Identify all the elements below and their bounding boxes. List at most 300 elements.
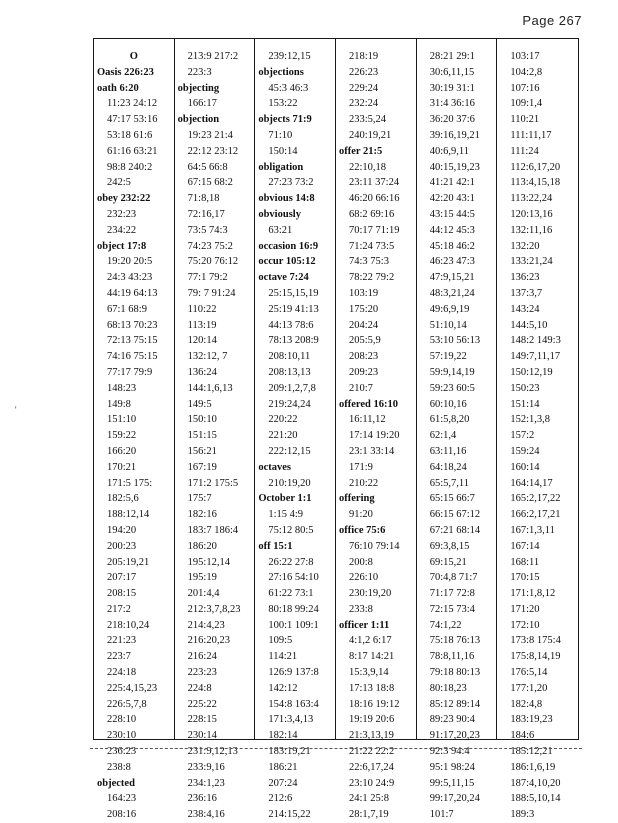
index-reference: 67:21 68:14 <box>429 524 481 536</box>
index-reference: 185:12,21 <box>510 746 553 758</box>
index-reference: 214:15,22 <box>268 809 311 821</box>
index-reference: 240:19,21 <box>349 129 392 141</box>
index-reference: 207:24 <box>268 777 298 789</box>
index-reference: 103:19 <box>349 287 379 299</box>
index-reference: 165:2,17,22 <box>510 493 561 505</box>
margin-mark: ʻ <box>14 405 18 416</box>
index-reference: 230:19,20 <box>349 588 392 600</box>
index-reference: 234:1,23 <box>187 777 225 789</box>
index-entry: off 15:1 <box>258 540 293 552</box>
index-reference: 18:16 19:12 <box>349 698 400 710</box>
index-reference: 200:8 <box>349 556 373 568</box>
index-reference: 150:10 <box>187 414 217 426</box>
index-entry: office 75:6 <box>339 524 386 536</box>
index-reference: 111:24 <box>510 145 539 157</box>
index-reference: 194:20 <box>107 524 137 536</box>
index-reference: 132:11,16 <box>510 224 553 236</box>
index-reference: 195:19 <box>187 572 217 584</box>
index-reference: 74:16 75:15 <box>107 351 158 363</box>
index-reference: 224:18 <box>107 667 137 679</box>
index-reference: 213:9 217:2 <box>187 51 239 62</box>
index-entry: objecting <box>177 82 220 94</box>
index-reference: 151:10 <box>107 414 137 426</box>
index-entry: occasion 16:9 <box>258 240 319 252</box>
index-reference: 216:24 <box>187 651 217 663</box>
index-reference: 208:15 <box>107 588 137 600</box>
index-reference: 27:16 54:10 <box>268 572 319 584</box>
index-reference: 150:12,19 <box>510 366 553 378</box>
index-reference: 186:20 <box>187 540 217 552</box>
index-reference: 182:14 <box>268 730 298 742</box>
index-reference: 170:15 <box>510 572 540 584</box>
index-reference: 188:5,10,14 <box>510 793 561 805</box>
index-reference: 8:17 14:21 <box>349 651 395 663</box>
index-reference: 217:2 <box>107 603 131 615</box>
index-reference: 186:1,6,19 <box>510 761 556 773</box>
index-reference: 45:3 46:3 <box>268 82 309 94</box>
index-reference: 109:1,4 <box>510 98 543 110</box>
index-reference: 71:24 73:5 <box>349 240 395 252</box>
index-reference: 89:23 90:4 <box>429 714 475 726</box>
index-reference: 19:19 20:6 <box>349 714 395 726</box>
index-entry: October 1:1 <box>258 493 312 505</box>
index-entry: object 17:8 <box>97 240 147 252</box>
index-reference: 112:6,17,20 <box>510 161 561 173</box>
index-reference: 120:14 <box>187 335 217 347</box>
index-reference: 110:21 <box>510 114 540 126</box>
index-reference: 99:17,20,24 <box>429 793 480 805</box>
index-reference: 137:3,7 <box>510 287 543 299</box>
index-column-3 <box>255 39 336 821</box>
index-reference: 210:22 <box>349 477 379 489</box>
index-reference: 219:24,24 <box>268 398 311 410</box>
index-entry: objects 71:9 <box>258 114 312 126</box>
index-reference: 49:6,9,19 <box>429 303 470 315</box>
index-reference: 101:7 <box>429 809 454 821</box>
index-reference: 39:16,19,21 <box>429 129 480 141</box>
index-reference: 74:1,22 <box>429 619 462 631</box>
index-reference: 183:19,21 <box>268 746 311 758</box>
index-reference: 44:12 45:3 <box>429 224 475 236</box>
index-reference: 222:12,15 <box>268 445 311 457</box>
index-reference: 201:4,4 <box>187 588 220 600</box>
index-entry: objected <box>97 777 135 789</box>
index-reference: 189:3 <box>510 809 535 821</box>
index-reference: 142:12 <box>268 682 298 694</box>
index-entry: obviously <box>258 208 301 220</box>
index-reference: 167:14 <box>510 540 540 552</box>
index-reference: 136:23 <box>510 272 540 284</box>
index-reference: 71:17 72:8 <box>429 588 475 600</box>
index-reference: 171:1,8,12 <box>510 588 556 600</box>
index-reference: 75:20 76:12 <box>187 256 239 268</box>
index-reference: 220:22 <box>268 414 298 426</box>
index-reference: 223:23 <box>187 667 217 679</box>
index-reference: 205:19,21 <box>107 556 150 568</box>
index-reference: 218:19 <box>349 51 379 62</box>
index-reference: 78:13 208:9 <box>268 335 319 347</box>
index-reference: 16:11,12 <box>349 414 386 426</box>
index-reference: 150:14 <box>268 145 298 157</box>
index-reference: 61:5,8,20 <box>429 414 470 426</box>
index-reference: 226:23 <box>349 66 379 78</box>
index-reference: 113:4,15,18 <box>510 177 561 189</box>
index-reference: 41:21 42:1 <box>429 177 475 189</box>
index-reference: 177:1,20 <box>510 682 548 694</box>
index-reference: 40:15,19,23 <box>429 161 480 173</box>
index-reference: 225:4,15,23 <box>107 682 158 694</box>
index-reference: 188:12,14 <box>107 509 150 521</box>
index-entry: obligation <box>258 161 304 173</box>
index-reference: 209:23 <box>349 366 379 378</box>
index-reference: 183:7 186:4 <box>187 524 239 536</box>
page-number: Page 267 <box>522 13 582 28</box>
index-entry: offered 16:10 <box>339 398 399 410</box>
index-reference: 226:10 <box>349 572 379 584</box>
index-reference: 212:3,7,8,23 <box>187 603 241 615</box>
index-reference: 182:5,6 <box>107 493 139 505</box>
index-reference: 228:10 <box>107 714 137 726</box>
index-reference: 205:5,9 <box>349 335 381 347</box>
index-reference: 26:22 27:8 <box>268 556 314 568</box>
index-reference: 1:15 4:9 <box>268 509 304 521</box>
index-reference: 72:16,17 <box>187 208 225 220</box>
index-reference: 210:19,20 <box>268 477 311 489</box>
bottom-rule <box>90 748 582 750</box>
index-entry: obvious 14:8 <box>258 193 315 205</box>
index-reference: 233:8 <box>349 603 373 615</box>
index-reference: 204:24 <box>349 319 379 331</box>
index-reference: 92:3 94:4 <box>429 746 470 758</box>
index-reference: 159:24 <box>510 445 540 457</box>
index-reference: 64:5 66:8 <box>187 161 228 173</box>
index-reference: 25:15,15,19 <box>268 287 319 299</box>
index-reference: 151:15 <box>187 430 217 442</box>
index-reference: 230:10 <box>107 730 137 742</box>
index-reference: 176:5,14 <box>510 667 548 679</box>
index-reference: 57:19,22 <box>429 351 467 363</box>
index-column-6 <box>497 39 578 821</box>
index-reference: 221:23 <box>107 635 137 647</box>
index-reference: 74:3 75:3 <box>349 256 389 268</box>
index-reference: 214:4,23 <box>187 619 225 631</box>
index-reference: 120:13,16 <box>510 208 553 220</box>
index-reference: 148:2 149:3 <box>510 335 561 347</box>
index-reference: 59:23 60:5 <box>429 382 475 394</box>
index-reference: 186:21 <box>268 761 298 773</box>
index-reference: 114:21 <box>268 651 298 663</box>
index-entry: octaves <box>258 461 291 473</box>
index-entry: O <box>129 51 138 62</box>
index-entry: obey 232:22 <box>97 193 151 205</box>
index-reference: 65:5,7,11 <box>429 477 469 489</box>
index-reference: 156:21 <box>187 445 217 457</box>
index-reference: 238:4,16 <box>187 809 225 821</box>
index-reference: 23:10 24:9 <box>349 777 395 789</box>
index-reference: 71:8,18 <box>187 193 220 205</box>
index-reference: 19:20 20:5 <box>107 256 153 268</box>
index-reference: 175:7 <box>187 493 212 505</box>
index-reference: 44:13 78:6 <box>268 319 314 331</box>
index-reference: 30:19 31:1 <box>429 82 475 94</box>
index-reference: 109:5 <box>268 635 293 647</box>
index-reference: 67:15 68:2 <box>187 177 233 189</box>
index-reference: 76:10 79:14 <box>349 540 400 552</box>
index-reference: 113:19 <box>187 319 217 331</box>
index-reference: 21:3,13,19 <box>349 730 394 742</box>
index-reference: 100:1 109:1 <box>268 619 319 631</box>
index-reference: 207:17 <box>107 572 137 584</box>
index-reference: 148:23 <box>107 382 137 394</box>
index-reference: 78:22 79:2 <box>349 272 395 284</box>
index-reference: 221:20 <box>268 430 298 442</box>
index-reference: 70:4,8 71:7 <box>429 572 478 584</box>
index-reference: 164:23 <box>107 793 137 805</box>
index-reference: 95:1 98:24 <box>429 761 475 773</box>
index-reference: 30:6,11,15 <box>429 66 475 78</box>
index-reference: 167:19 <box>187 461 217 473</box>
index-reference: 66:15 67:12 <box>429 509 481 521</box>
index-reference: 47:17 53:16 <box>107 114 158 126</box>
index-reference: 72:13 75:15 <box>107 335 158 347</box>
index-reference: 98:8 240:2 <box>107 161 153 173</box>
index-reference: 159:22 <box>107 430 137 442</box>
index-reference: 144:5,10 <box>510 319 548 331</box>
index-reference: 175:8,14,19 <box>510 651 561 663</box>
index-reference: 78:8,11,16 <box>429 651 475 663</box>
index-reference: 209:1,2,7,8 <box>268 382 316 394</box>
index-reference: 208:13,13 <box>268 366 311 378</box>
index-reference: 164:14,17 <box>510 477 553 489</box>
index-reference: 19:23 21:4 <box>187 129 233 141</box>
index-reference: 40:6,9,11 <box>429 145 469 157</box>
index-reference: 22:6,17,24 <box>349 761 394 773</box>
index-reference: 232:24 <box>349 98 379 110</box>
index-reference: 27:23 73:2 <box>268 177 314 189</box>
index-reference: 208:10,11 <box>268 351 311 363</box>
index-reference: 136:24 <box>187 366 217 378</box>
index-entry: oath 6:20 <box>97 82 139 94</box>
index-reference: 85:12 89:14 <box>429 698 481 710</box>
index-reference: 64:18,24 <box>429 461 467 473</box>
index-reference: 61:22 73:1 <box>268 588 314 600</box>
index-reference: 184:6 <box>510 730 535 742</box>
index-reference: 166:20 <box>107 445 137 457</box>
index-reference: 172:10 <box>510 619 540 631</box>
index-reference: 149:7,11,17 <box>510 351 561 363</box>
index-reference: 42:20 43:1 <box>429 193 475 205</box>
index-reference: 195:12,14 <box>187 556 230 568</box>
index-reference: 107:16 <box>510 82 540 94</box>
index-reference: 126:9 137:8 <box>268 667 319 679</box>
index-reference: 150:23 <box>510 382 540 394</box>
index-reference: 171:2 175:5 <box>187 477 239 489</box>
index-reference: 238:8 <box>107 761 131 773</box>
index-reference: 183:19,23 <box>510 714 553 726</box>
index-reference: 28:1,7,19 <box>349 809 389 821</box>
index-reference: 166:17 <box>187 98 217 110</box>
index-reference: 229:24 <box>349 82 379 94</box>
index-reference: 173:8 175:4 <box>510 635 561 647</box>
index-reference: 200:23 <box>107 540 137 552</box>
index-reference: 228:15 <box>187 714 217 726</box>
index-reference: 208:16 <box>107 809 137 821</box>
index-reference: 111:11,17 <box>510 129 552 141</box>
index-reference: 187:4,10,20 <box>510 777 561 789</box>
index-reference: 223:3 <box>187 66 212 78</box>
index-reference: 68:13 70:23 <box>107 319 158 331</box>
index-reference: 225:22 <box>187 698 217 710</box>
index-entry: Oasis 226:23 <box>97 66 154 78</box>
index-table <box>93 38 579 821</box>
index-reference: 23:1 33:14 <box>349 445 395 457</box>
index-reference: 61:16 63:21 <box>107 145 158 157</box>
index-entry: occur 105:12 <box>258 256 316 268</box>
index-reference: 70:17 71:19 <box>349 224 400 236</box>
index-reference: 132:12, 7 <box>187 351 228 363</box>
index-reference: 36:20 37:6 <box>429 114 475 126</box>
index-reference: 77:17 79:9 <box>107 366 153 378</box>
index-reference: 59:9,14,19 <box>429 366 475 378</box>
index-reference: 231:9,12,13 <box>187 746 238 758</box>
index-reference: 171:3,4,13 <box>268 714 314 726</box>
index-reference: 110:22 <box>187 303 217 315</box>
index-reference: 46:23 47:3 <box>429 256 475 268</box>
index-reference: 232:23 <box>107 208 137 220</box>
index-reference: 75:12 80:5 <box>268 524 314 536</box>
index-reference: 69:3,8,15 <box>429 540 470 552</box>
index-reference: 233:9,16 <box>187 761 225 773</box>
index-reference: 80:18 99:24 <box>268 603 319 615</box>
index-reference: 160:14 <box>510 461 540 473</box>
index-reference: 153:22 <box>268 98 298 110</box>
index-reference: 171:9 <box>349 461 373 473</box>
index-reference: 216:20,23 <box>187 635 230 647</box>
index-reference: 15:3,9,14 <box>349 667 389 679</box>
index-entry: octave 7:24 <box>258 272 309 284</box>
index-reference: 149:5 <box>187 398 212 410</box>
index-reference: 144:1,6,13 <box>187 382 233 394</box>
index-reference: 91:17,20,23 <box>429 730 480 742</box>
index-reference: 133:21,24 <box>510 256 553 268</box>
index-entry: officer 1:11 <box>339 619 390 631</box>
index-reference: 210:7 <box>349 382 373 394</box>
index-reference: 182:4,8 <box>510 698 543 710</box>
index-entry: objection <box>177 114 220 126</box>
index-reference: 149:8 <box>107 398 131 410</box>
index-entry: objections <box>258 66 304 78</box>
index-reference: 23:11 37:24 <box>349 177 400 189</box>
index-reference: 226:5,7,8 <box>107 698 147 710</box>
index-reference: 62:1,4 <box>429 430 457 442</box>
index-reference: 151:14 <box>510 398 540 410</box>
index-reference: 68:2 69:16 <box>349 208 395 220</box>
index-reference: 53:18 61:6 <box>107 129 153 141</box>
index-reference: 79: 7 91:24 <box>187 287 236 299</box>
index-reference: 224:8 <box>187 682 212 694</box>
index-reference: 45:18 46:2 <box>429 240 475 252</box>
index-reference: 11:23 24:12 <box>107 98 158 110</box>
index-reference: 48:3,21,24 <box>429 287 475 299</box>
index-reference: 152:1,3,8 <box>510 414 551 426</box>
index-reference: 47:9,15,21 <box>429 272 475 284</box>
index-reference: 171:20 <box>510 603 540 615</box>
index-reference: 175:20 <box>349 303 379 315</box>
index-column-4 <box>336 39 417 821</box>
index-reference: 132:20 <box>510 240 540 252</box>
index-reference: 74:23 75:2 <box>187 240 233 252</box>
index-reference: 73:5 74:3 <box>187 224 228 236</box>
index-reference: 72:15 73:4 <box>429 603 475 615</box>
index-reference: 104:2,8 <box>510 66 543 78</box>
index-reference: 166:2,17,21 <box>510 509 561 521</box>
index-reference: 28:21 29:1 <box>429 51 475 62</box>
index-reference: 63:11,16 <box>429 445 467 457</box>
index-reference: 22:10,18 <box>349 161 387 173</box>
index-reference: 75:18 76:13 <box>429 635 481 647</box>
index-reference: 236:23 <box>107 746 137 758</box>
index-reference: 24:1 25:8 <box>349 793 389 805</box>
index-reference: 212:6 <box>268 793 293 805</box>
index-reference: 63:21 <box>268 224 293 236</box>
index-reference: 51:10,14 <box>429 319 467 331</box>
index-reference: 60:10,16 <box>429 398 467 410</box>
index-reference: 239:12,15 <box>268 51 311 62</box>
index-column-5 <box>417 39 498 821</box>
index-reference: 67:1 68:9 <box>107 303 147 315</box>
index-reference: 4:1,2 6:17 <box>349 635 392 647</box>
index-reference: 168:11 <box>510 556 540 568</box>
index-reference: 22:12 23:12 <box>187 145 239 157</box>
index-reference: 143:24 <box>510 303 540 315</box>
index-reference: 24:3 43:23 <box>107 272 153 284</box>
index-reference: 154:8 163:4 <box>268 698 319 710</box>
index-reference: 233:5,24 <box>349 114 387 126</box>
index-reference: 113:22,24 <box>510 193 553 205</box>
index-reference: 44:19 64:13 <box>107 287 158 299</box>
index-reference: 21:22 22:2 <box>349 746 395 758</box>
index-reference: 80:18,23 <box>429 682 467 694</box>
index-reference: 69:15,21 <box>429 556 467 568</box>
index-reference: 71:10 <box>268 129 293 141</box>
index-reference: 218:10,24 <box>107 619 150 631</box>
index-reference: 25:19 41:13 <box>268 303 319 315</box>
index-reference: 103:17 <box>510 51 540 62</box>
index-column-2 <box>175 39 256 821</box>
index-entry: offering <box>339 493 375 505</box>
index-reference: 31:4 36:16 <box>429 98 475 110</box>
index-reference: 79:18 80:13 <box>429 667 481 679</box>
index-reference: 17:14 19:20 <box>349 430 400 442</box>
index-reference: 17:13 18:8 <box>349 682 395 694</box>
index-reference: 170:21 <box>107 461 137 473</box>
index-reference: 242:5 <box>107 177 131 189</box>
index-reference: 46:20 66:16 <box>349 193 400 205</box>
index-reference: 171:5 175: <box>107 477 153 489</box>
index-reference: 230:14 <box>187 730 217 742</box>
index-reference: 236:16 <box>187 793 217 805</box>
index-reference: 43:15 44:5 <box>429 208 475 220</box>
index-reference: 234:22 <box>107 224 137 236</box>
index-column-1 <box>94 39 175 821</box>
index-reference: 208:23 <box>349 351 379 363</box>
index-reference: 182:16 <box>187 509 217 521</box>
index-reference: 53:10 56:13 <box>429 335 481 347</box>
index-reference: 77:1 79:2 <box>187 272 228 284</box>
index-entry: offer 21:5 <box>339 145 383 157</box>
index-reference: 99:5,11,15 <box>429 777 475 789</box>
index-reference: 167:1,3,11 <box>510 524 555 536</box>
